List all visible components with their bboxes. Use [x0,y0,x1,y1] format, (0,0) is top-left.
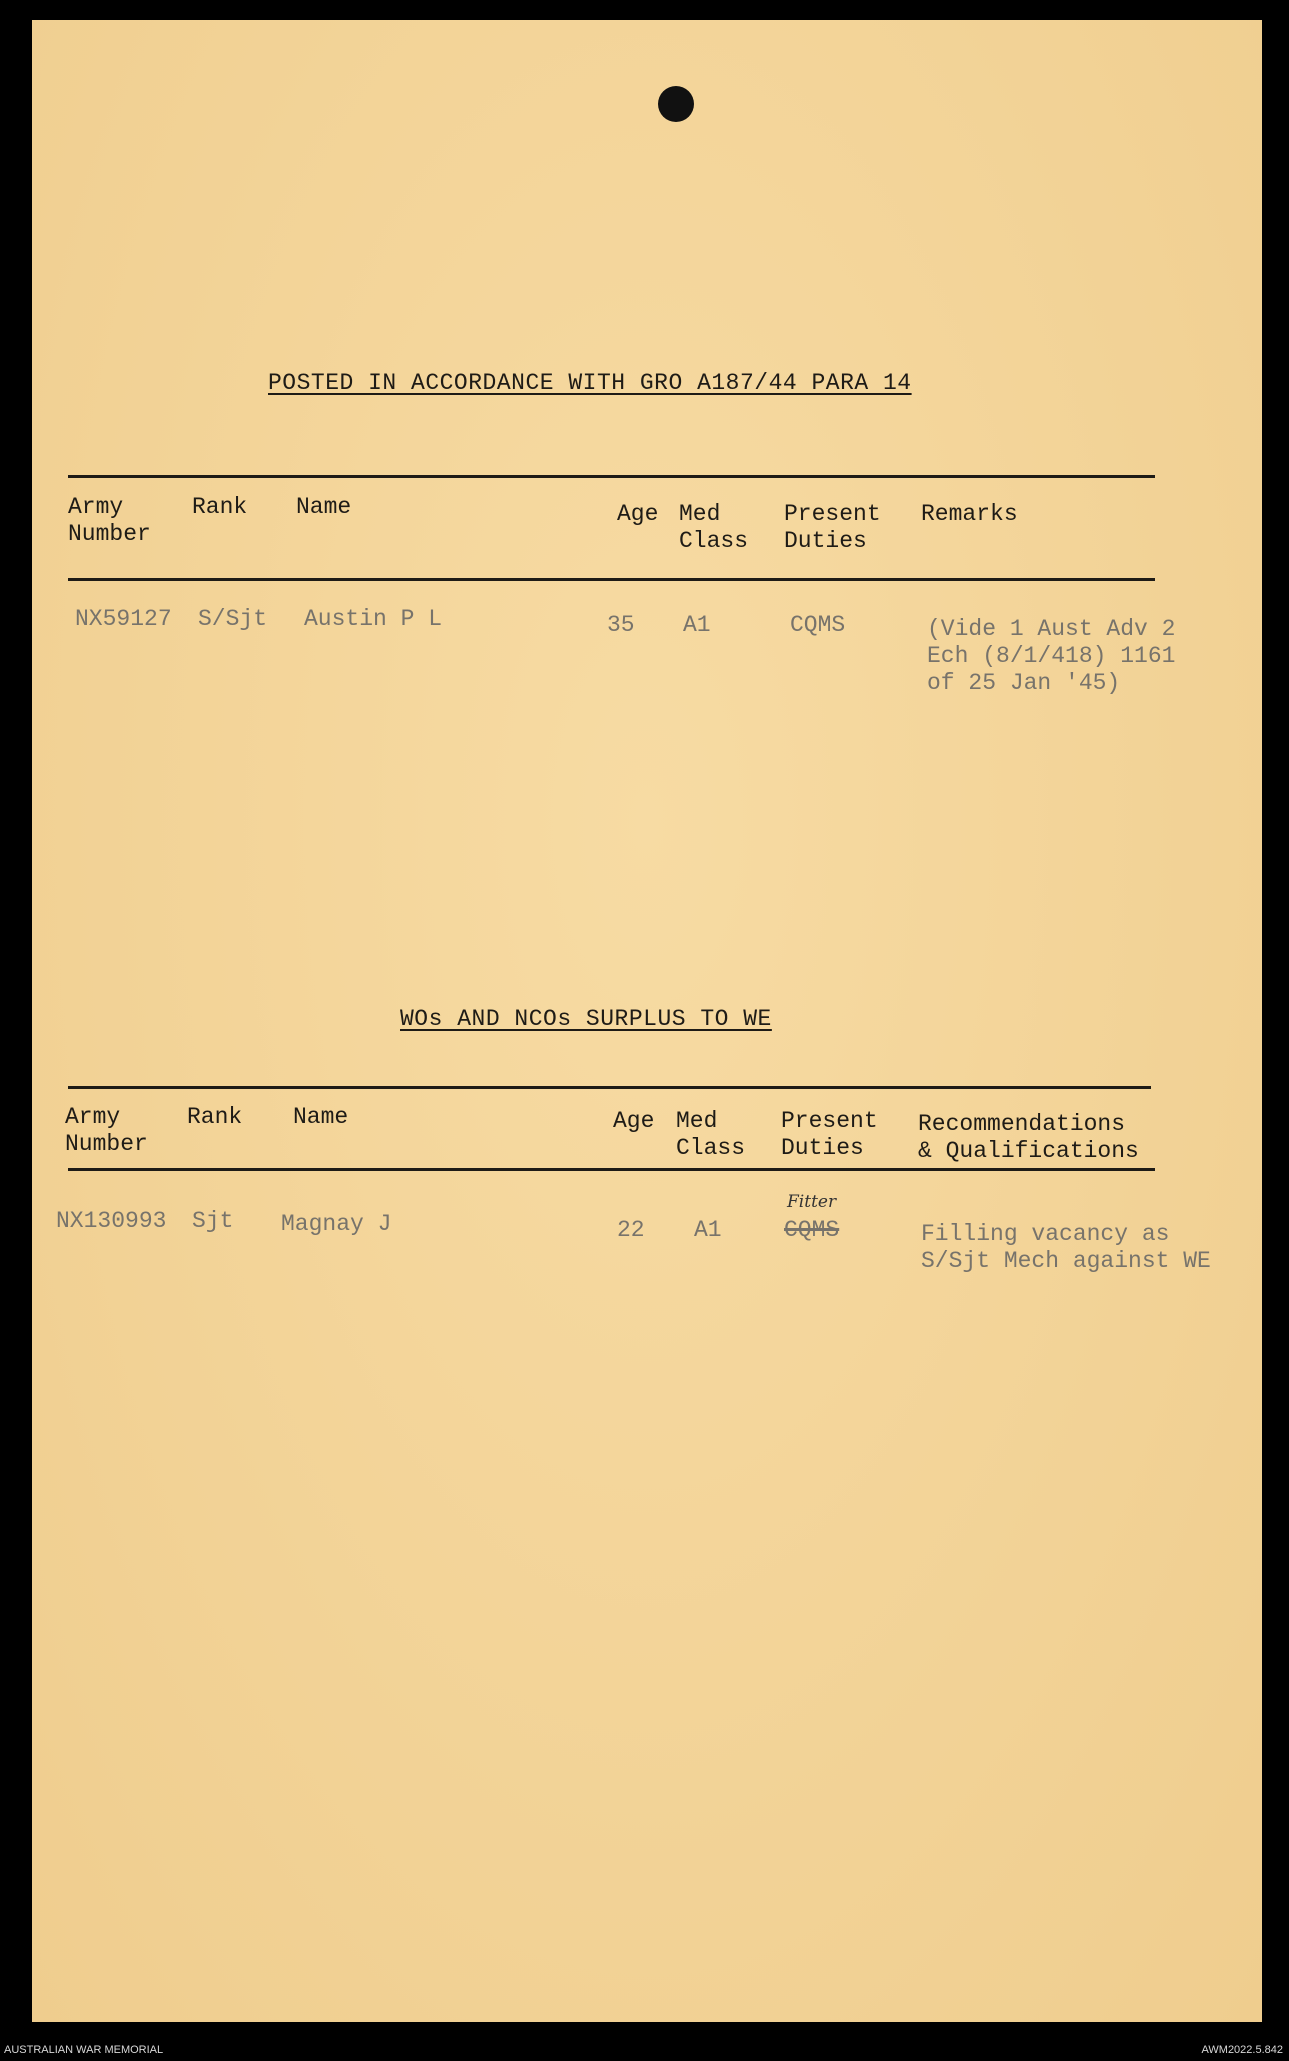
section1-header-med-class: Med Class [679,501,749,554]
section2-row-rank: Sjt [192,1208,234,1234]
section1-row-present-duties: CQMS [790,612,846,638]
section2-header-age: Age [613,1108,655,1134]
section1-row-age: 35 [607,612,635,638]
section2-row-duties-struck: CQMS [784,1217,840,1243]
section1-row-army-number: NX59127 [75,606,172,632]
section1-header-age: Age [617,501,659,527]
section1-row-med-class: A1 [683,612,711,638]
section1-header-present-duties: Present Duties [784,501,881,554]
footer-accession-number: AWM2022.5.842 [1201,2044,1283,2056]
section2-header-army-number: Army Number [65,1104,148,1157]
section1-row-remarks: (Vide 1 Aust Adv 2 Ech (8/1/418) 1161 of 25 Jan '45) [927,616,1176,696]
section2-header-name: Name [293,1104,349,1130]
section2-header-rule [68,1168,1155,1171]
section2-row-name: Magnay J [281,1211,392,1237]
punch-hole [658,86,694,122]
section2-header-present-duties: Present Duties [781,1108,878,1161]
section2-row-duties-handwritten: Fitter [787,1192,837,1212]
section1-top-rule [68,475,1155,478]
section1-title: POSTED IN ACCORDANCE WITH GRO A187/44 PARA 14 [268,370,912,396]
section1-header-rule [68,578,1155,581]
section1-header-remarks: Remarks [921,501,1018,527]
section1-header-name: Name [296,494,352,520]
section2-row-army-number: NX130993 [56,1208,167,1234]
section2-row-recommendations: Filling vacancy as S/Sjt Mech against WE [921,1221,1211,1274]
section1-header-rank: Rank [192,494,248,520]
section2-top-rule [68,1086,1151,1089]
section2-title: WOs AND NCOs SURPLUS TO WE [400,1006,772,1032]
footer-institution: AUSTRALIAN WAR MEMORIAL [4,2044,164,2056]
section1-row-rank: S/Sjt [198,606,268,632]
archive-footer [0,2041,1289,2061]
section2-header-rank: Rank [187,1104,243,1130]
section1-row-name: Austin P L [304,606,443,632]
section2-row-med-class: A1 [694,1217,722,1243]
section1-header-army-number: Army Number [68,494,151,547]
section2-row-age: 22 [617,1217,645,1243]
section2-header-med-class: Med Class [676,1108,746,1161]
section2-header-recommendations: Recommendations & Qualifications [918,1111,1139,1164]
